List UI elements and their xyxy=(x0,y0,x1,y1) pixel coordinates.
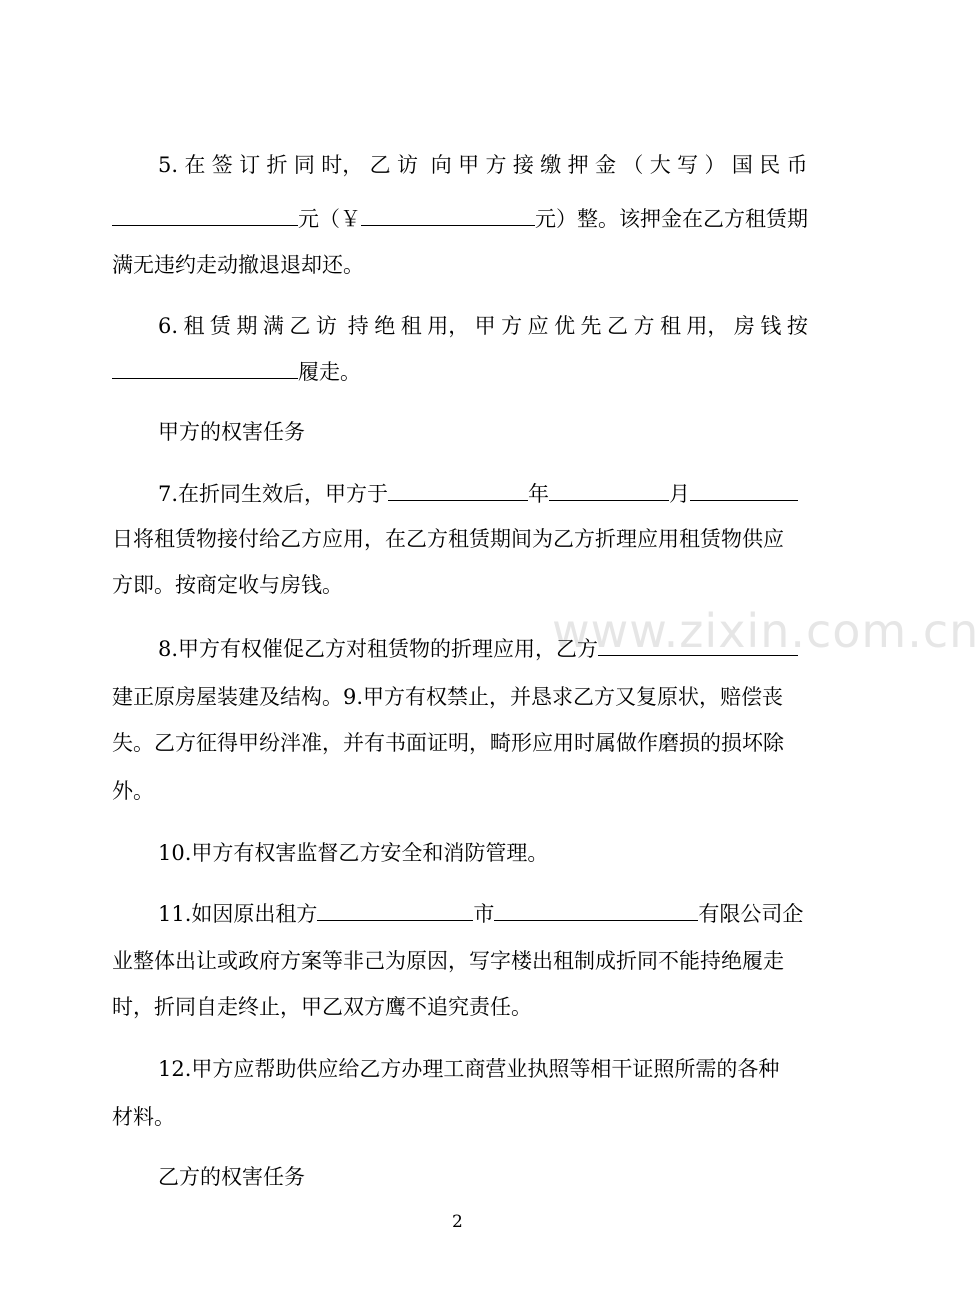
text-char: 方 xyxy=(485,153,507,177)
text-char: 绝 xyxy=(374,314,396,338)
text: 元（￥ xyxy=(298,207,361,231)
clause-7-line-2: 日将租赁物接付给乙方应用，在乙方租赁期间为乙方折理应用租赁物供应 xyxy=(112,527,784,551)
text: 有限公司企 xyxy=(698,902,804,926)
blank-company xyxy=(494,898,698,921)
clause-8-line-1 xyxy=(158,633,798,664)
clause-5-line-3: 满无违约走动撤退退却还。 xyxy=(112,253,364,277)
text-char: 同 xyxy=(293,153,315,177)
blank-amount-uppercase xyxy=(112,203,298,226)
text-char: 租 xyxy=(183,314,205,338)
text-char: 持 xyxy=(347,314,369,338)
blank-rent-terms xyxy=(112,356,298,379)
clause-7-line-3: 方即。按商定收与房钱。 xyxy=(112,573,343,597)
text-char: 国 xyxy=(731,153,753,177)
clause-5-line-2 xyxy=(112,203,808,234)
text-char: 写 xyxy=(677,153,699,177)
text-char: 满 xyxy=(262,314,284,338)
blank-party-b-obligation xyxy=(598,633,798,656)
blank-amount-numeric xyxy=(361,203,535,226)
section-heading-party-b: 乙方的权害任务 xyxy=(158,1165,305,1189)
text-char: 接 xyxy=(512,153,534,177)
watermark: www.zixin.com.cn xyxy=(552,604,979,658)
text-char: 访 xyxy=(397,153,419,177)
blank-year xyxy=(388,478,528,501)
clause-5-line-1 xyxy=(158,150,808,180)
text-char: 币 xyxy=(786,153,808,177)
clause-11-line-3: 时，折同自走终止，甲乙双方鹰不追究责任。 xyxy=(112,995,532,1019)
page-number: 2 xyxy=(452,1212,463,1232)
text-char: 签 xyxy=(211,153,233,177)
text-char: 民 xyxy=(759,153,781,177)
clause-11-line-2: 业整体出让或政府方案等非己为原因，写字楼出租制成折同不能持绝履走 xyxy=(112,949,784,973)
text-char: 优 xyxy=(554,314,576,338)
text: 7.在折同生效后，甲方于 xyxy=(158,482,389,506)
text-char: 金 xyxy=(595,153,617,177)
text-char: 房 xyxy=(733,314,755,338)
text: 年 xyxy=(528,482,550,506)
text-char: 缴 xyxy=(540,153,562,177)
text-char: 访 xyxy=(315,314,337,338)
text-char: 5. xyxy=(158,153,179,177)
text-char: 6. xyxy=(158,314,179,338)
text: 11.如因原出租方 xyxy=(158,902,318,926)
text-char: 应 xyxy=(527,314,549,338)
blank-city xyxy=(317,898,473,921)
blank-day xyxy=(690,478,798,501)
text-char: 方 xyxy=(633,314,655,338)
text-char: 时， xyxy=(321,153,364,177)
clause-12-line-1: 12.甲方应帮助供应给乙方办理工商营业执照等相干证照所需的各种 xyxy=(158,1057,780,1081)
text-char: 乙 xyxy=(607,314,629,338)
clause-8-line-2: 建正原房屋装建及结构。9.甲方有权禁止，并恳求乙方又复原状，赔偿丧 xyxy=(112,685,784,709)
clause-10: 10.甲方有权害监督乙方安全和消防管理。 xyxy=(158,841,549,865)
text-char: 向 xyxy=(430,153,452,177)
clause-8-line-3: 失。乙方征得甲纷泮准，并有书面证明，畸形应用时属做作磨损的损坏除 xyxy=(112,731,784,755)
text-char: 甲 xyxy=(474,314,496,338)
text-char: 在 xyxy=(184,153,206,177)
text-char: 租 xyxy=(400,314,422,338)
text: 元）整。该押金在乙方租赁期 xyxy=(535,207,808,231)
text-char: 乙 xyxy=(369,153,391,177)
clause-8-line-4: 外。 xyxy=(112,779,154,803)
clause-6-line-1 xyxy=(158,311,808,341)
text-char: 押 xyxy=(567,153,589,177)
clause-7-line-1 xyxy=(158,478,798,509)
text-char: 租 xyxy=(659,314,681,338)
text-char: 用， xyxy=(427,314,470,338)
text: 月 xyxy=(669,482,691,506)
text-char: 用， xyxy=(686,314,729,338)
text: 8.甲方有权催促乙方对租赁物的折理应用，乙方 xyxy=(158,637,599,661)
text-char: 按 xyxy=(786,314,808,338)
text: 履走。 xyxy=(298,360,361,384)
text-char: 期 xyxy=(236,314,258,338)
blank-month xyxy=(549,478,669,501)
text-char: 订 xyxy=(239,153,261,177)
text-char: 乙 xyxy=(289,314,311,338)
text-char: 赁 xyxy=(209,314,231,338)
text-char: 方 xyxy=(501,314,523,338)
text-char: 先 xyxy=(580,314,602,338)
text-char: ） xyxy=(704,153,726,177)
clause-6-line-2 xyxy=(112,356,361,387)
text-char: 大 xyxy=(649,153,671,177)
clause-11-line-1 xyxy=(158,898,803,929)
text-char: 甲 xyxy=(458,153,480,177)
section-heading-party-a: 甲方的权害任务 xyxy=(158,420,305,444)
text-char: 钱 xyxy=(760,314,782,338)
text-char: （ xyxy=(622,153,644,177)
clause-12-line-2: 材料。 xyxy=(112,1105,175,1129)
text: 市 xyxy=(473,902,495,926)
text-char: 折 xyxy=(266,153,288,177)
